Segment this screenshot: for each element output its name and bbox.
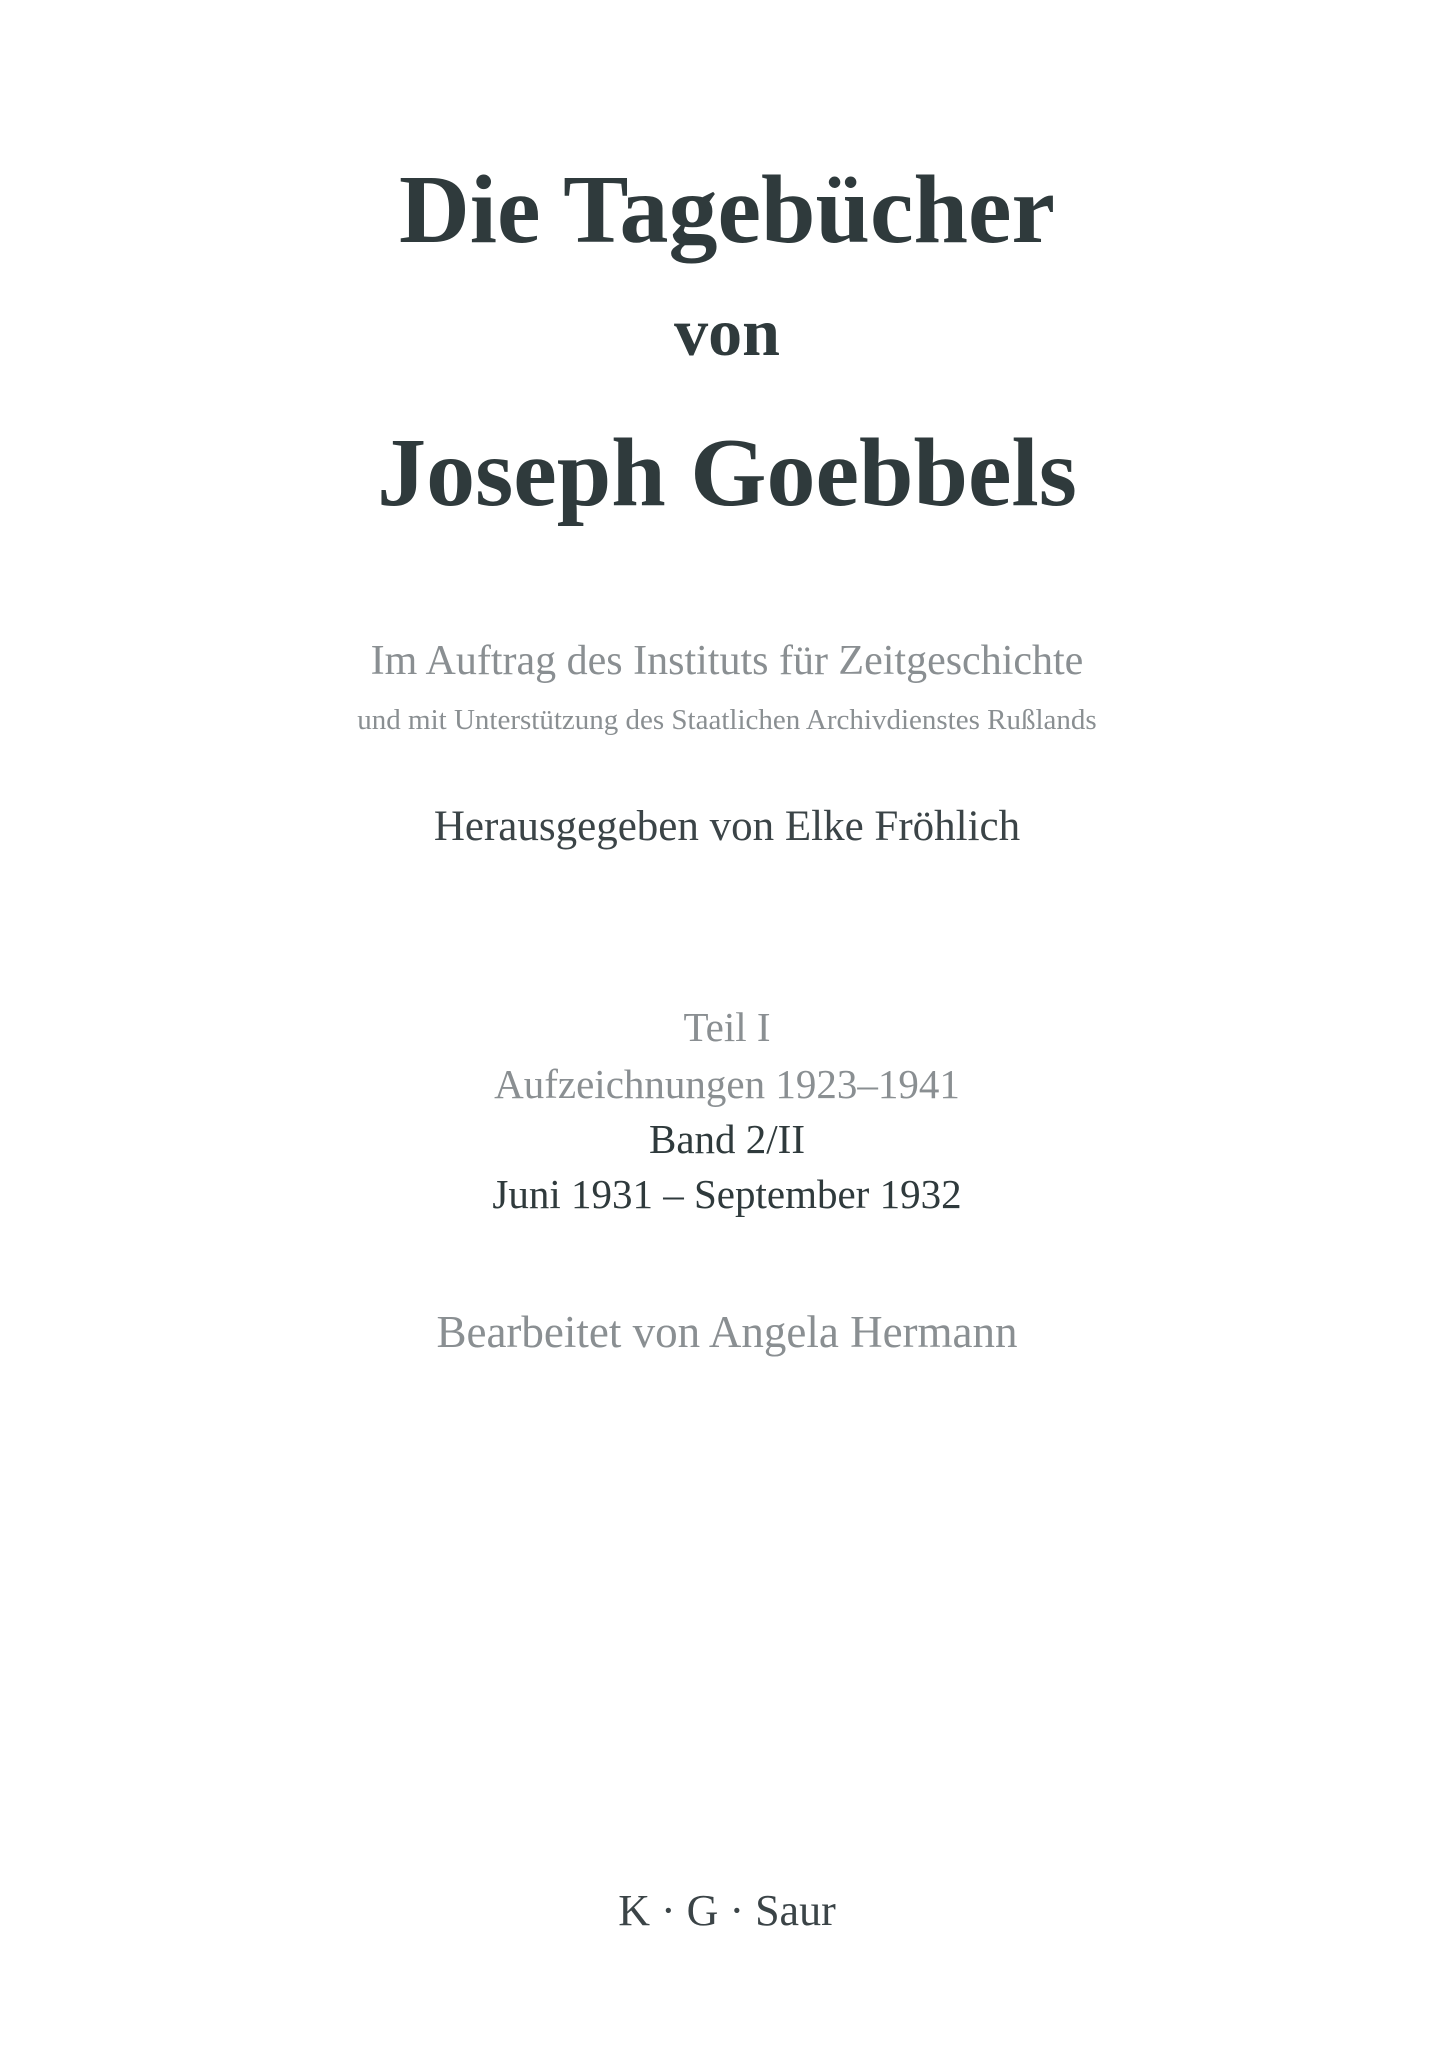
adapter-credit: Bearbeitet von Angela Hermann: [436, 1307, 1018, 1357]
editor-credit: Herausgegeben von Elke Fröhlich: [433, 803, 1021, 850]
commission-line: Im Auftrag des Instituts für Zeitgeschichte: [370, 638, 1084, 684]
book-title-connector: von: [674, 294, 780, 370]
publisher-imprint: K · G · Saur: [618, 1886, 836, 1935]
part-label: Teil I: [683, 1004, 771, 1050]
volume-date-range: Juni 1931 – September 1932: [492, 1171, 962, 1217]
volume-label: Band 2/II: [649, 1116, 805, 1162]
support-line: und mit Unterstützung des Staatlichen Archivdienstes Rußlands: [357, 704, 1097, 736]
book-title-author: Joseph Goebbels: [377, 419, 1077, 527]
book-title: Die Tagebücher: [398, 156, 1056, 264]
records-range: Aufzeichnungen 1923–1941: [494, 1061, 960, 1107]
